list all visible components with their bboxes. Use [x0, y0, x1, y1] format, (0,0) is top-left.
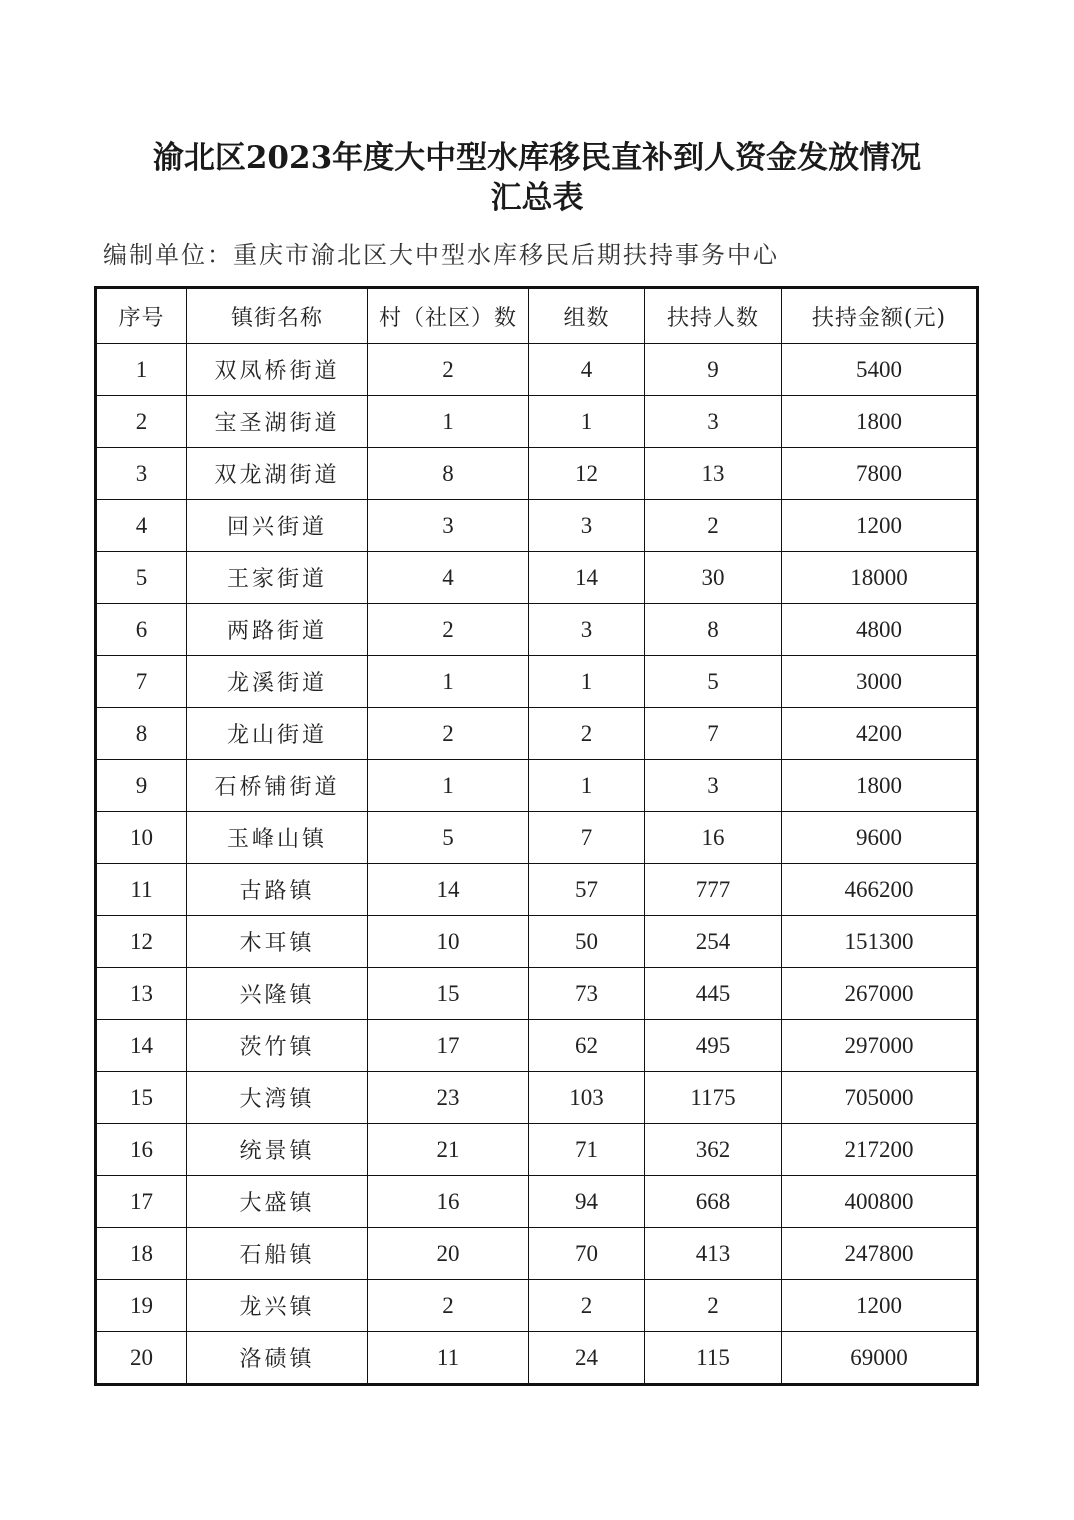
table-row — [96, 916, 978, 968]
group-count-cell: 2 — [529, 708, 645, 760]
village-count-cell: 1 — [368, 656, 529, 708]
support-amount-cell: 9600 — [782, 812, 978, 864]
serial-cell: 6 — [96, 604, 187, 656]
support-amount-cell: 1800 — [782, 396, 978, 448]
village-count-cell: 14 — [368, 864, 529, 916]
serial-cell: 20 — [96, 1332, 187, 1385]
village-count-cell: 4 — [368, 552, 529, 604]
serial-cell: 12 — [96, 916, 187, 968]
village-count-cell: 21 — [368, 1124, 529, 1176]
serial-cell: 1 — [96, 344, 187, 396]
group-count-cell: 1 — [529, 396, 645, 448]
town-name-cell: 石桥铺街道 — [187, 760, 368, 812]
serial-cell: 10 — [96, 812, 187, 864]
group-count-cell: 73 — [529, 968, 645, 1020]
supported-people-cell: 8 — [645, 604, 782, 656]
village-count-cell: 2 — [368, 708, 529, 760]
support-amount-cell: 267000 — [782, 968, 978, 1020]
table-row — [96, 968, 978, 1020]
serial-cell: 15 — [96, 1072, 187, 1124]
document-title-line2: 汇总表 — [490, 180, 584, 216]
group-count-cell: 70 — [529, 1228, 645, 1280]
group-count-cell: 1 — [529, 656, 645, 708]
support-amount-cell: 69000 — [782, 1332, 978, 1385]
table-row — [96, 448, 978, 500]
support-amount-cell: 4800 — [782, 604, 978, 656]
town-name-cell: 洛碛镇 — [187, 1332, 368, 1385]
table-row — [96, 760, 978, 812]
supported-people-cell: 668 — [645, 1176, 782, 1228]
table-row — [96, 1228, 978, 1280]
supported-people-cell: 362 — [645, 1124, 782, 1176]
header-village-count: 村（社区）数 — [368, 288, 529, 344]
village-count-cell: 2 — [368, 344, 529, 396]
serial-cell: 9 — [96, 760, 187, 812]
table-row — [96, 500, 978, 552]
supported-people-cell: 3 — [645, 396, 782, 448]
document-title: 渝北区2023年度大中型水库移民直补到人资金发放情况 — [152, 140, 922, 176]
group-count-cell: 2 — [529, 1280, 645, 1332]
village-count-cell: 23 — [368, 1072, 529, 1124]
group-count-cell: 62 — [529, 1020, 645, 1072]
table-row — [96, 396, 978, 448]
village-count-cell: 15 — [368, 968, 529, 1020]
town-name-cell: 两路街道 — [187, 604, 368, 656]
serial-cell: 16 — [96, 1124, 187, 1176]
table-row — [96, 1176, 978, 1228]
town-name-cell: 双龙湖街道 — [187, 448, 368, 500]
header-serial-number: 序号 — [96, 288, 187, 344]
supported-people-cell: 5 — [645, 656, 782, 708]
town-name-cell: 龙溪街道 — [187, 656, 368, 708]
support-amount-cell: 297000 — [782, 1020, 978, 1072]
header-town-name: 镇街名称 — [187, 288, 368, 344]
town-name-cell: 石船镇 — [187, 1228, 368, 1280]
support-amount-cell: 705000 — [782, 1072, 978, 1124]
support-amount-cell: 1200 — [782, 500, 978, 552]
serial-cell: 19 — [96, 1280, 187, 1332]
supported-people-cell: 777 — [645, 864, 782, 916]
table-row — [96, 864, 978, 916]
support-amount-cell: 7800 — [782, 448, 978, 500]
supported-people-cell: 16 — [645, 812, 782, 864]
village-count-cell: 1 — [368, 396, 529, 448]
header-group-count: 组数 — [529, 288, 645, 344]
town-name-cell: 玉峰山镇 — [187, 812, 368, 864]
support-amount-cell: 466200 — [782, 864, 978, 916]
group-count-cell: 94 — [529, 1176, 645, 1228]
support-amount-cell: 3000 — [782, 656, 978, 708]
town-name-cell: 木耳镇 — [187, 916, 368, 968]
table-row — [96, 708, 978, 760]
group-count-cell: 1 — [529, 760, 645, 812]
support-amount-cell: 5400 — [782, 344, 978, 396]
table-body — [96, 344, 978, 1385]
town-name-cell: 古路镇 — [187, 864, 368, 916]
header-supported-people: 扶持人数 — [645, 288, 782, 344]
village-count-cell: 3 — [368, 500, 529, 552]
table-row — [96, 604, 978, 656]
supported-people-cell: 115 — [645, 1332, 782, 1385]
serial-cell: 11 — [96, 864, 187, 916]
support-amount-cell: 1200 — [782, 1280, 978, 1332]
supported-people-cell: 3 — [645, 760, 782, 812]
town-name-cell: 龙山街道 — [187, 708, 368, 760]
group-count-cell: 14 — [529, 552, 645, 604]
supported-people-cell: 2 — [645, 1280, 782, 1332]
group-count-cell: 50 — [529, 916, 645, 968]
group-count-cell: 3 — [529, 604, 645, 656]
village-count-cell: 2 — [368, 1280, 529, 1332]
village-count-cell: 5 — [368, 812, 529, 864]
support-amount-cell: 1800 — [782, 760, 978, 812]
table-row — [96, 552, 978, 604]
supported-people-cell: 7 — [645, 708, 782, 760]
support-amount-cell: 217200 — [782, 1124, 978, 1176]
supported-people-cell: 413 — [645, 1228, 782, 1280]
group-count-cell: 103 — [529, 1072, 645, 1124]
serial-cell: 5 — [96, 552, 187, 604]
serial-cell: 14 — [96, 1020, 187, 1072]
serial-cell: 3 — [96, 448, 187, 500]
serial-cell: 7 — [96, 656, 187, 708]
group-count-cell: 3 — [529, 500, 645, 552]
serial-cell: 17 — [96, 1176, 187, 1228]
supported-people-cell: 2 — [645, 500, 782, 552]
support-amount-cell: 4200 — [782, 708, 978, 760]
supported-people-cell: 495 — [645, 1020, 782, 1072]
header-support-amount: 扶持金额(元) — [782, 288, 978, 344]
table-row — [96, 1280, 978, 1332]
serial-cell: 8 — [96, 708, 187, 760]
support-amount-cell: 400800 — [782, 1176, 978, 1228]
table-row — [96, 1124, 978, 1176]
funding-summary-table — [94, 286, 979, 1386]
village-count-cell: 16 — [368, 1176, 529, 1228]
table-header-row — [96, 288, 978, 344]
village-count-cell: 2 — [368, 604, 529, 656]
support-amount-cell: 151300 — [782, 916, 978, 968]
group-count-cell: 4 — [529, 344, 645, 396]
compiling-unit-label: 编制单位：重庆市渝北区大中型水库移民后期扶持事务中心 — [103, 241, 779, 269]
village-count-cell: 20 — [368, 1228, 529, 1280]
table-row — [96, 812, 978, 864]
town-name-cell: 兴隆镇 — [187, 968, 368, 1020]
group-count-cell: 57 — [529, 864, 645, 916]
town-name-cell: 茨竹镇 — [187, 1020, 368, 1072]
town-name-cell: 王家街道 — [187, 552, 368, 604]
supported-people-cell: 445 — [645, 968, 782, 1020]
supported-people-cell: 1175 — [645, 1072, 782, 1124]
village-count-cell: 11 — [368, 1332, 529, 1385]
town-name-cell: 双凤桥街道 — [187, 344, 368, 396]
village-count-cell: 10 — [368, 916, 529, 968]
town-name-cell: 统景镇 — [187, 1124, 368, 1176]
group-count-cell: 12 — [529, 448, 645, 500]
support-amount-cell: 247800 — [782, 1228, 978, 1280]
town-name-cell: 宝圣湖街道 — [187, 396, 368, 448]
serial-cell: 2 — [96, 396, 187, 448]
table-row — [96, 344, 978, 396]
supported-people-cell: 13 — [645, 448, 782, 500]
town-name-cell: 回兴街道 — [187, 500, 368, 552]
group-count-cell: 7 — [529, 812, 645, 864]
supported-people-cell: 30 — [645, 552, 782, 604]
town-name-cell: 大盛镇 — [187, 1176, 368, 1228]
group-count-cell: 24 — [529, 1332, 645, 1385]
serial-cell: 18 — [96, 1228, 187, 1280]
table-row — [96, 1072, 978, 1124]
serial-cell: 4 — [96, 500, 187, 552]
village-count-cell: 1 — [368, 760, 529, 812]
serial-cell: 13 — [96, 968, 187, 1020]
group-count-cell: 71 — [529, 1124, 645, 1176]
table-row — [96, 656, 978, 708]
supported-people-cell: 254 — [645, 916, 782, 968]
table-row — [96, 1020, 978, 1072]
town-name-cell: 龙兴镇 — [187, 1280, 368, 1332]
supported-people-cell: 9 — [645, 344, 782, 396]
town-name-cell: 大湾镇 — [187, 1072, 368, 1124]
village-count-cell: 8 — [368, 448, 529, 500]
table-row — [96, 1332, 978, 1385]
village-count-cell: 17 — [368, 1020, 529, 1072]
support-amount-cell: 18000 — [782, 552, 978, 604]
